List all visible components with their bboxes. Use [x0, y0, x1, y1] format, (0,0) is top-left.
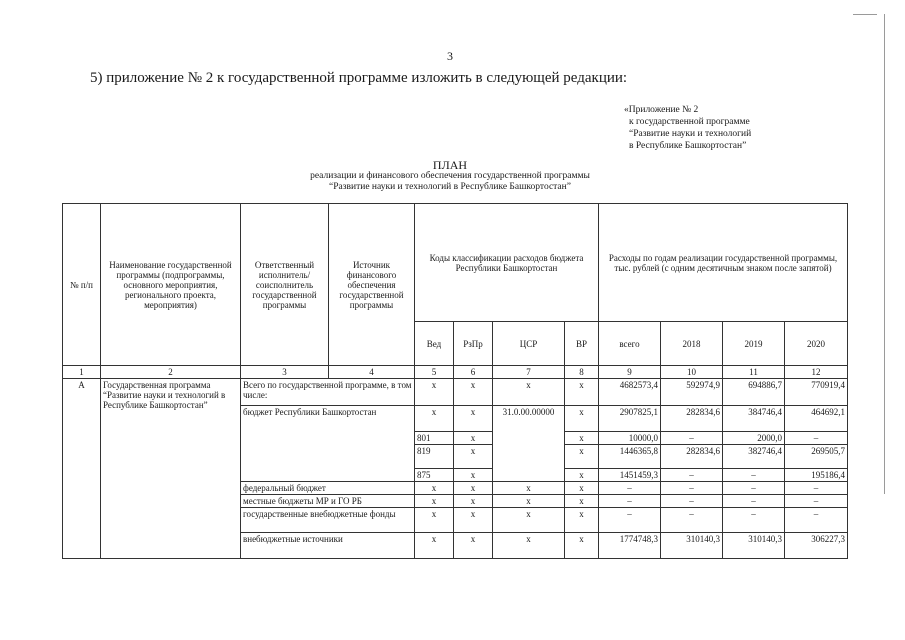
row-2019: 382746,4 [723, 445, 785, 469]
col-number: 6 [454, 366, 493, 379]
header-name: Наименование государственной программы (подпрограммы, основного мероприятия, регионального проекта, мероприятия) [101, 204, 241, 366]
row-2018: 592974,9 [661, 379, 723, 406]
row-2020: – [785, 432, 848, 445]
row-rzpr: х [454, 469, 493, 482]
row-rzpr: х [454, 432, 493, 445]
row-2018: – [661, 508, 723, 533]
row-csr: 31.0.00.00000 [493, 406, 565, 482]
row-ved: х [415, 508, 454, 533]
col-number: 1 [63, 366, 101, 379]
table-row [63, 379, 848, 406]
appendix-line-4: в Республике Башкортостан” [629, 141, 747, 151]
row-vr: х [565, 533, 599, 559]
row-ved: 819 [415, 445, 454, 469]
row-ved: х [415, 533, 454, 559]
row-rzpr: х [454, 533, 493, 559]
row-csr: х [493, 379, 565, 406]
row-rzpr: х [454, 379, 493, 406]
row-2019: – [723, 495, 785, 508]
row-total: 4682573,4 [599, 379, 661, 406]
row-2020: – [785, 482, 848, 495]
col-number: 2 [101, 366, 241, 379]
row-source: бюджет Республики Башкортостан [241, 406, 415, 482]
header-ved: Вед [415, 322, 454, 366]
col-number: 3 [241, 366, 329, 379]
row-vr: х [565, 469, 599, 482]
row-2018: 282834,6 [661, 445, 723, 469]
row-vr: х [565, 432, 599, 445]
row-2019: 2000,0 [723, 432, 785, 445]
row-total: – [599, 508, 661, 533]
row-num: А [63, 379, 101, 559]
row-rzpr: х [454, 406, 493, 432]
plan-subtitle-1: реализации и финансового обеспечения государственной программы [310, 171, 590, 181]
row-source: федеральный бюджет [241, 482, 415, 495]
header-vr: ВР [565, 322, 599, 366]
row-total: 10000,0 [599, 432, 661, 445]
plan-title-block [250, 160, 650, 193]
page-edge-line [884, 14, 885, 494]
header-total: всего [599, 322, 661, 366]
row-2019: – [723, 469, 785, 482]
row-total: – [599, 495, 661, 508]
row-vr: х [565, 482, 599, 495]
col-number: 12 [785, 366, 848, 379]
appendix-line-2: к государственной программе [629, 117, 750, 127]
row-total: 1774748,3 [599, 533, 661, 559]
row-source: государственные внебюджетные фонды [241, 508, 415, 533]
col-number: 8 [565, 366, 599, 379]
row-vr: х [565, 495, 599, 508]
appendix-caption [624, 104, 751, 152]
row-2020: 464692,1 [785, 406, 848, 432]
row-2020: – [785, 508, 848, 533]
header-rzpr: РзПр [454, 322, 493, 366]
row-total: 2907825,1 [599, 406, 661, 432]
row-rzpr: х [454, 482, 493, 495]
col-number: 7 [493, 366, 565, 379]
header-2019: 2019 [723, 322, 785, 366]
row-2020: 770919,4 [785, 379, 848, 406]
row-vr: х [565, 406, 599, 432]
row-2020: 269505,7 [785, 445, 848, 469]
row-ved: 875 [415, 469, 454, 482]
row-2020: 195186,4 [785, 469, 848, 482]
row-csr: х [493, 508, 565, 533]
header-expenses: Расходы по годам реализации государственной программы, тыс. рублей (с одним десятичным знаком после запятой) [599, 204, 848, 322]
row-2019: 310140,3 [723, 533, 785, 559]
page-number: 3 [447, 49, 453, 63]
plan-subtitle-2: “Развитие науки и технологий в Республике Башкортостан” [329, 182, 571, 192]
col-number: 4 [329, 366, 415, 379]
amendment-heading: 5) приложение № 2 к государственной программе изложить в следующей редакции: [90, 70, 628, 86]
row-total: 1451459,3 [599, 469, 661, 482]
row-vr: х [565, 508, 599, 533]
row-source: местные бюджеты МР и ГО РБ [241, 495, 415, 508]
row-2018: 282834,6 [661, 406, 723, 432]
header-num: № п/п [63, 204, 101, 366]
row-2019: 694886,7 [723, 379, 785, 406]
row-ved: х [415, 495, 454, 508]
row-ved: 801 [415, 432, 454, 445]
header-2020: 2020 [785, 322, 848, 366]
row-ved: х [415, 406, 454, 432]
row-2018: – [661, 495, 723, 508]
header-codes: Коды классификации расходов бюджета Республики Башкортостан [415, 204, 599, 322]
row-2020: – [785, 495, 848, 508]
row-rzpr: х [454, 445, 493, 469]
header-executor: Ответственный исполнитель/ соисполнитель государственной программы [241, 204, 329, 366]
row-ved: х [415, 482, 454, 495]
row-ved: х [415, 379, 454, 406]
row-2019: – [723, 508, 785, 533]
row-2020: 306227,3 [785, 533, 848, 559]
row-source: Всего по государственной программе, в том числе: [241, 379, 415, 406]
col-number: 10 [661, 366, 723, 379]
row-2019: 384746,4 [723, 406, 785, 432]
row-total: – [599, 482, 661, 495]
header-source: Источник финансового обеспечения государственной программы [329, 204, 415, 366]
row-2018: – [661, 469, 723, 482]
row-2018: 310140,3 [661, 533, 723, 559]
col-number: 9 [599, 366, 661, 379]
row-rzpr: х [454, 495, 493, 508]
row-program-name: Государственная программа “Развитие науки и технологий в Республике Башкортостан” [101, 379, 241, 559]
plan-table [62, 203, 848, 559]
appendix-line-1: «Приложение № 2 [624, 105, 699, 115]
appendix-line-3: “Развитие науки и технологий [629, 129, 752, 139]
row-vr: х [565, 379, 599, 406]
row-source: внебюджетные источники [241, 533, 415, 559]
row-2019: – [723, 482, 785, 495]
page-edge-tick [853, 14, 877, 15]
row-csr: х [493, 495, 565, 508]
row-rzpr: х [454, 508, 493, 533]
row-2018: – [661, 482, 723, 495]
row-vr: х [565, 445, 599, 469]
row-total: 1446365,8 [599, 445, 661, 469]
header-csr: ЦСР [493, 322, 565, 366]
row-2018: – [661, 432, 723, 445]
header-2018: 2018 [661, 322, 723, 366]
plan-title: ПЛАН [432, 158, 468, 172]
col-number: 11 [723, 366, 785, 379]
col-number: 5 [415, 366, 454, 379]
row-csr: х [493, 533, 565, 559]
row-csr: х [493, 482, 565, 495]
